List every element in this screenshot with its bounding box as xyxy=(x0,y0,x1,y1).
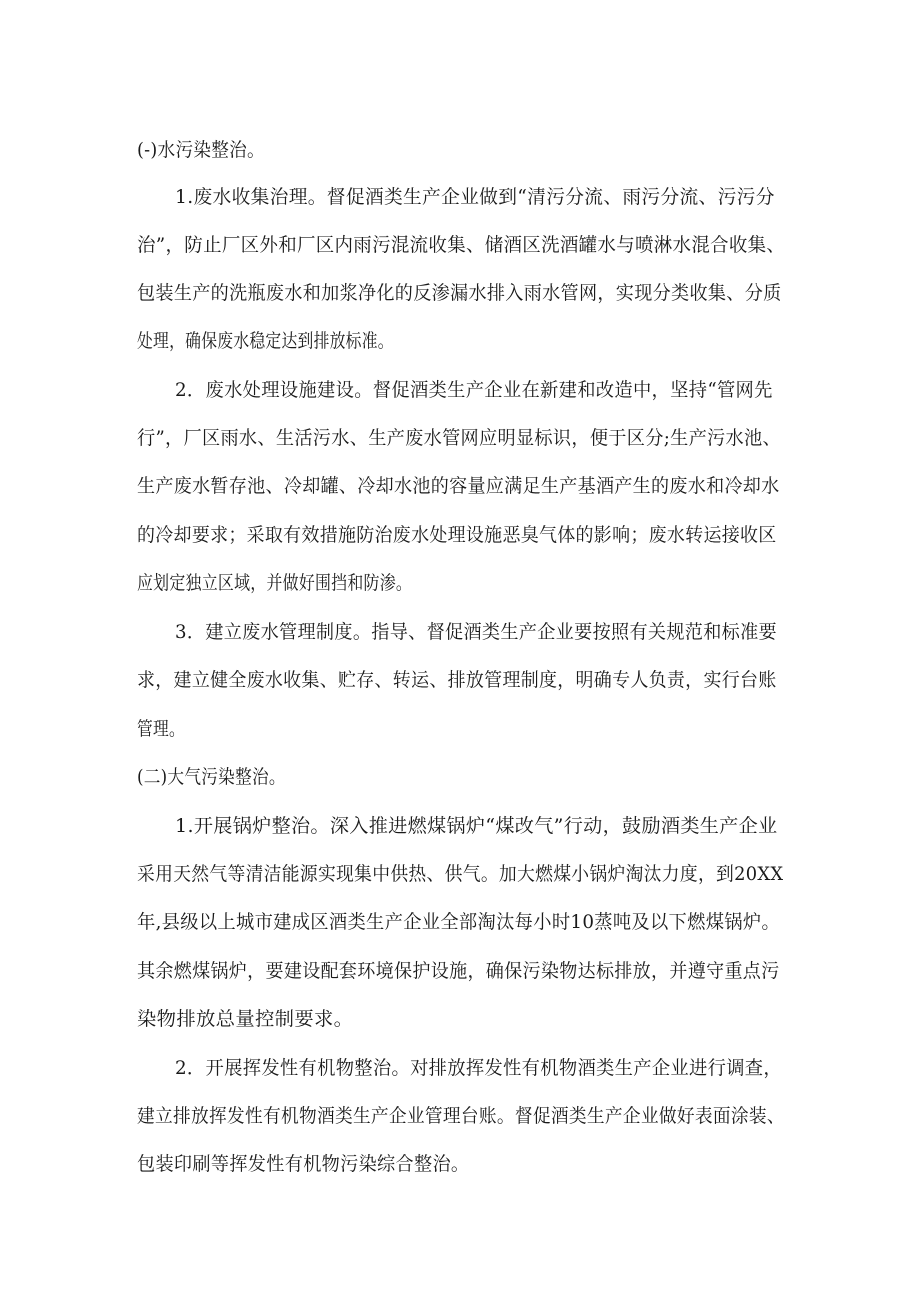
paragraph-line: 的冷却要求；采取有效措施防治废水处理设施恶臭气体的影响；废水转运接收区 xyxy=(137,524,777,546)
paragraph-line: 包装生产的洗瓶废水和加浆净化的反渗漏水排入雨水管网，实现分类收集、分质 xyxy=(137,282,782,304)
paragraph-line: 采用天然气等清洁能源实现集中供热、供气。加大燃煤小锅炉淘汰力度，到20XX xyxy=(137,863,784,885)
paragraph-line: 处理，确保废水稳定达到排放标准。 xyxy=(137,330,394,352)
paragraph-line: 1.开展锅炉整治。深入推进燃煤锅炉“煤改气”行动，鼓励酒类生产企业 xyxy=(175,815,778,837)
paragraph-line: 2．开展挥发性有机物整治。对排放挥发性有机物酒类生产企业进行调查， xyxy=(175,1057,782,1079)
paragraph-line: 1.废水收集治理。督促酒类生产企业做到“清污分流、雨污分流、污污分 xyxy=(175,186,775,208)
paragraph-line: 其余燃煤锅炉，要建设配套环境保护设施，确保污染物达标排放，并遵守重点污 xyxy=(137,960,780,982)
section-heading-water: (-)水污染整治。 xyxy=(137,139,265,161)
paragraph-line: 染物排放总量控制要求。 xyxy=(137,1008,354,1030)
paragraph-line: 3．建立废水管理制度。指导、督促酒类生产企业要按照有关规范和标准要 xyxy=(175,621,777,643)
paragraph-line: 年,县级以上城市建成区酒类生产企业全部淘汰每小时10蒸吨及以下燃煤锅炉。 xyxy=(137,911,781,933)
paragraph-line: 治”，防止厂区外和厂区内雨污混流收集、储酒区洗酒罐水与喷淋水混合收集、 xyxy=(137,234,786,256)
paragraph-line: 求，建立健全废水收集、贮存、转运、排放管理制度，明确专人负责，实行台账 xyxy=(137,669,777,691)
paragraph-line: 2．废水处理设施建设。督促酒类生产企业在新建和改造中，坚持“管网先 xyxy=(175,379,773,401)
paragraph-line: 应划定独立区域，并做好围挡和防渗。 xyxy=(137,572,413,594)
section-heading-air: (二)大气污染整治。 xyxy=(137,766,286,788)
paragraph-line: 管理。 xyxy=(137,718,185,740)
paragraph-line: 行”，厂区雨水、生活污水、生产废水管网应明显标识，便于区分;生产污水池、 xyxy=(137,427,781,449)
paragraph-line: 包装印刷等挥发性有机物污染综合整治。 xyxy=(137,1153,470,1175)
paragraph-line: 生产废水暂存池、冷却罐、冷却水池的容量应满足生产基酒产生的废水和冷却水 xyxy=(137,475,780,497)
paragraph-line: 建立排放挥发性有机物酒类生产企业管理台账。督促酒类生产企业做好表面涂装、 xyxy=(137,1105,785,1127)
